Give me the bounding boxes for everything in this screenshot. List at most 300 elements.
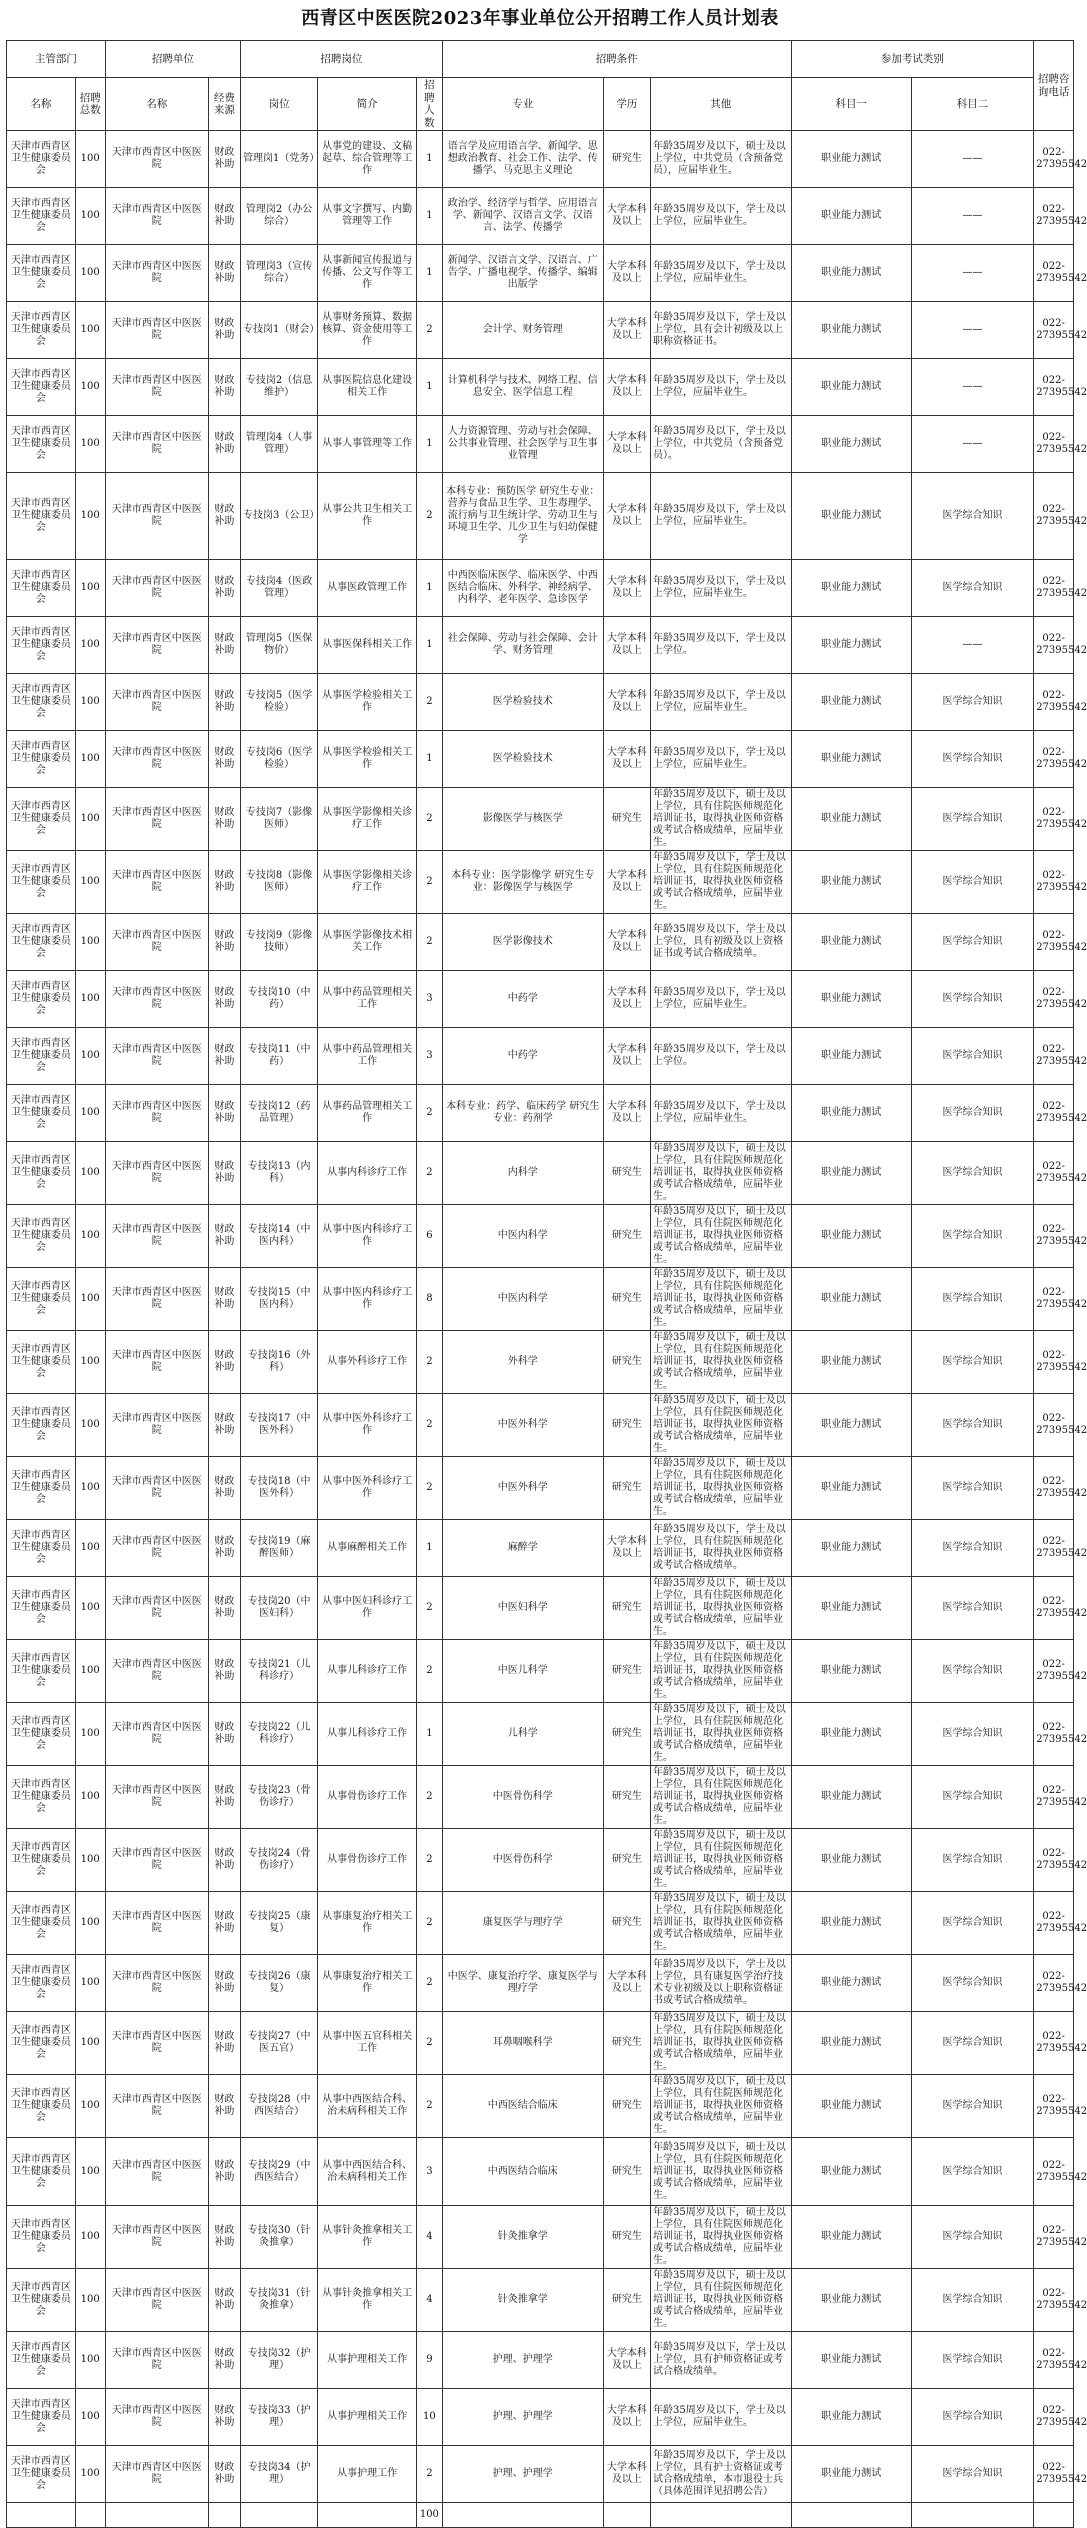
fund-cell: 财政补助 — [208, 560, 240, 617]
dept-cell: 天津市西青区卫生健康委员会 — [7, 1892, 76, 1955]
edu-cell: 大学本科及以上 — [603, 2332, 650, 2389]
exam2-cell: 医学综合知识 — [911, 1955, 1033, 2012]
unit-cell: 天津市西青区中医医院 — [105, 1577, 208, 1640]
edu-cell: 研究生 — [603, 1703, 650, 1766]
header-other: 其他 — [650, 78, 791, 131]
dept-cell: 天津市西青区卫生健康委员会 — [7, 731, 76, 788]
empty-cell — [105, 2503, 208, 2528]
total-cell: 100 — [75, 731, 105, 788]
intro-cell: 从事人事管理等工作 — [318, 416, 417, 473]
fund-cell: 财政补助 — [208, 2206, 240, 2269]
edu-cell: 研究生 — [603, 1268, 650, 1331]
dept-cell: 天津市西青区卫生健康委员会 — [7, 971, 76, 1028]
edu-cell: 研究生 — [603, 1331, 650, 1394]
exam1-cell: 职业能力测试 — [791, 1268, 911, 1331]
exam2-cell: 医学综合知识 — [911, 2389, 1033, 2446]
table-row — [7, 302, 1074, 359]
header-exam2: 科目二 — [911, 78, 1033, 131]
exam2-cell: 医学综合知识 — [911, 2269, 1033, 2332]
exam2-cell: —— — [911, 302, 1033, 359]
edu-cell: 大学本科及以上 — [603, 1520, 650, 1577]
edu-cell: 研究生 — [603, 1394, 650, 1457]
total-cell: 100 — [75, 674, 105, 731]
total-cell: 100 — [75, 131, 105, 188]
edu-cell: 大学本科及以上 — [603, 971, 650, 1028]
major-cell: 中药学 — [442, 1028, 603, 1085]
edu-cell: 研究生 — [603, 2138, 650, 2206]
count-cell: 4 — [416, 2206, 442, 2269]
edu-cell: 大学本科及以上 — [603, 674, 650, 731]
exam1-cell: 职业能力测试 — [791, 2138, 911, 2206]
exam2-cell: 医学综合知识 — [911, 1268, 1033, 1331]
unit-cell: 天津市西青区中医医院 — [105, 302, 208, 359]
phone-cell: 022-27395542 — [1034, 1829, 1074, 1892]
exam1-cell: 职业能力测试 — [791, 1085, 911, 1142]
other-cell: 年龄35周岁及以下，学士及以上学位，具有护士资格证或考试合格成绩单，本市退役士兵（具体范围详见招聘公告） — [650, 2446, 791, 2503]
edu-cell: 研究生 — [603, 1892, 650, 1955]
table-row — [7, 2012, 1074, 2075]
unit-cell: 天津市西青区中医医院 — [105, 2075, 208, 2138]
intro-cell: 从事康复治疗相关工作 — [318, 1955, 417, 2012]
exam2-cell: —— — [911, 188, 1033, 245]
other-cell: 年龄35周岁及以下，学士及以上学位，具有康复医学治疗技术专业初级及以上职称资格证书或考试合格成绩单。 — [650, 1955, 791, 2012]
empty-cell — [911, 2503, 1033, 2528]
major-cell: 医学检验技术 — [442, 674, 603, 731]
exam2-cell: 医学综合知识 — [911, 1892, 1033, 1955]
fund-cell: 财政补助 — [208, 1028, 240, 1085]
header-intro: 简介 — [318, 78, 417, 131]
major-cell: 针灸推拿学 — [442, 2206, 603, 2269]
fund-cell: 财政补助 — [208, 2389, 240, 2446]
phone-cell: 022-27395542 — [1034, 1577, 1074, 1640]
count-cell: 3 — [416, 2138, 442, 2206]
unit-cell: 天津市西青区中医医院 — [105, 1703, 208, 1766]
other-cell: 年龄35周岁及以下，学士及以上学位，具有住院医师规范化培训证书，取得执业医师资格或考试合格成绩单。 — [650, 1520, 791, 1577]
table-row — [7, 2206, 1074, 2269]
fund-cell: 财政补助 — [208, 245, 240, 302]
unit-cell: 天津市西青区中医医院 — [105, 2389, 208, 2446]
intro-cell: 从事医政管理工作 — [318, 560, 417, 617]
fund-cell: 财政补助 — [208, 1829, 240, 1892]
edu-cell: 研究生 — [603, 2206, 650, 2269]
empty-cell — [650, 2503, 791, 2528]
count-cell: 1 — [416, 359, 442, 416]
other-cell: 年龄35周岁及以下，学士及以上学位，应届毕业生。 — [650, 473, 791, 560]
count-cell: 2 — [416, 2012, 442, 2075]
other-cell: 年龄35周岁及以下，硕士及以上学位，具有住院医师规范化培训证书，取得执业医师资格或考试合格成绩单，应届毕业生。 — [650, 1205, 791, 1268]
exam1-cell: 职业能力测试 — [791, 188, 911, 245]
table-row — [7, 914, 1074, 971]
table-row — [7, 2075, 1074, 2138]
exam1-cell: 职业能力测试 — [791, 2269, 911, 2332]
fund-cell: 财政补助 — [208, 2075, 240, 2138]
dept-cell: 天津市西青区卫生健康委员会 — [7, 131, 76, 188]
total-cell: 100 — [75, 2389, 105, 2446]
header-dept-group: 主管部门 — [7, 41, 106, 78]
post-cell: 专技岗30（针灸推拿） — [240, 2206, 317, 2269]
exam2-cell: —— — [911, 617, 1033, 674]
dept-cell: 天津市西青区卫生健康委员会 — [7, 1829, 76, 1892]
phone-cell: 022-27395542 — [1034, 1268, 1074, 1331]
intro-cell: 从事医学影像技术相关工作 — [318, 914, 417, 971]
unit-cell: 天津市西青区中医医院 — [105, 245, 208, 302]
phone-cell: 022-27395542 — [1034, 2138, 1074, 2206]
total-cell: 100 — [75, 1205, 105, 1268]
major-cell: 康复医学与理疗学 — [442, 1892, 603, 1955]
header-edu: 学历 — [603, 78, 650, 131]
header-cond-group: 招聘条件 — [442, 41, 791, 78]
edu-cell: 研究生 — [603, 1640, 650, 1703]
major-cell: 护理、护理学 — [442, 2446, 603, 2503]
phone-cell: 022-27395542 — [1034, 617, 1074, 674]
exam2-cell: 医学综合知识 — [911, 2206, 1033, 2269]
dept-cell: 天津市西青区卫生健康委员会 — [7, 1520, 76, 1577]
post-cell: 专技岗22（儿科诊疗） — [240, 1703, 317, 1766]
phone-cell: 022-27395542 — [1034, 1142, 1074, 1205]
exam2-cell: 医学综合知识 — [911, 971, 1033, 1028]
table-header — [7, 41, 1074, 131]
total-cell: 100 — [75, 2075, 105, 2138]
empty-cell — [7, 2503, 76, 2528]
other-cell: 年龄35周岁及以下，硕士及以上学位，具有住院医师规范化培训证书，取得执业医师资格或考试合格成绩单，应届毕业生。 — [650, 1331, 791, 1394]
other-cell: 年龄35周岁及以下，硕士及以上学位，中共党员（含预备党员），应届毕业生。 — [650, 131, 791, 188]
edu-cell: 大学本科及以上 — [603, 914, 650, 971]
post-cell: 专技岗17（中医外科） — [240, 1394, 317, 1457]
fund-cell: 财政补助 — [208, 359, 240, 416]
phone-cell: 022-27395542 — [1034, 1205, 1074, 1268]
dept-cell: 天津市西青区卫生健康委员会 — [7, 851, 76, 914]
exam2-cell: 医学综合知识 — [911, 731, 1033, 788]
major-cell: 政治学、经济学与哲学、应用语言学、新闻学、汉语言文学、汉语言、法学、传播学 — [442, 188, 603, 245]
exam1-cell: 职业能力测试 — [791, 674, 911, 731]
total-cell: 100 — [75, 2269, 105, 2332]
table-row — [7, 1457, 1074, 1520]
fund-cell: 财政补助 — [208, 2012, 240, 2075]
empty-cell — [318, 2503, 417, 2528]
intro-cell: 从事儿科诊疗工作 — [318, 1640, 417, 1703]
count-cell: 1 — [416, 560, 442, 617]
table-row — [7, 674, 1074, 731]
phone-cell: 022-27395542 — [1034, 2446, 1074, 2503]
table-row — [7, 1892, 1074, 1955]
other-cell: 年龄35周岁及以下，学士及以上学位，应届毕业生。 — [650, 359, 791, 416]
dept-cell: 天津市西青区卫生健康委员会 — [7, 1331, 76, 1394]
edu-cell: 大学本科及以上 — [603, 851, 650, 914]
exam2-cell: 医学综合知识 — [911, 1829, 1033, 1892]
major-cell: 中医骨伤科学 — [442, 1766, 603, 1829]
edu-cell: 大学本科及以上 — [603, 1085, 650, 1142]
dept-cell: 天津市西青区卫生健康委员会 — [7, 1205, 76, 1268]
unit-cell: 天津市西青区中医医院 — [105, 416, 208, 473]
total-cell: 100 — [75, 1955, 105, 2012]
other-cell: 年龄35周岁及以下，硕士及以上学位，具有住院医师规范化培训证书，取得执业医师资格或考试合格成绩单，应届毕业生。 — [650, 1829, 791, 1892]
edu-cell: 大学本科及以上 — [603, 617, 650, 674]
exam1-cell: 职业能力测试 — [791, 851, 911, 914]
table-row — [7, 1520, 1074, 1577]
total-cell: 100 — [75, 1703, 105, 1766]
dept-cell: 天津市西青区卫生健康委员会 — [7, 188, 76, 245]
total-cell: 100 — [75, 359, 105, 416]
exam1-cell: 职业能力测试 — [791, 1457, 911, 1520]
dept-cell: 天津市西青区卫生健康委员会 — [7, 1394, 76, 1457]
intro-cell: 从事中西医结合科、治未病科相关工作 — [318, 2075, 417, 2138]
edu-cell: 研究生 — [603, 788, 650, 851]
phone-cell: 022-27395542 — [1034, 188, 1074, 245]
count-cell: 2 — [416, 1892, 442, 1955]
total-cell: 100 — [75, 1394, 105, 1457]
count-cell: 2 — [416, 674, 442, 731]
intro-cell: 从事中医五官科相关工作 — [318, 2012, 417, 2075]
intro-cell: 从事药品管理相关工作 — [318, 1085, 417, 1142]
total-cell: 100 — [75, 302, 105, 359]
fund-cell: 财政补助 — [208, 302, 240, 359]
post-cell: 专技岗23（骨伤诊疗） — [240, 1766, 317, 1829]
total-cell: 100 — [75, 1142, 105, 1205]
fund-cell: 财政补助 — [208, 1520, 240, 1577]
phone-cell: 022-27395542 — [1034, 560, 1074, 617]
other-cell: 年龄35周岁及以下，学士及以上学位。 — [650, 617, 791, 674]
intro-cell: 从事中医外科诊疗工作 — [318, 1394, 417, 1457]
edu-cell: 研究生 — [603, 1205, 650, 1268]
exam2-cell: 医学综合知识 — [911, 1640, 1033, 1703]
exam2-cell: —— — [911, 245, 1033, 302]
unit-cell: 天津市西青区中医医院 — [105, 1268, 208, 1331]
page-title: 西青区中医医院2023年事业单位公开招聘工作人员计划表 — [301, 8, 779, 29]
dept-cell: 天津市西青区卫生健康委员会 — [7, 416, 76, 473]
header-post-group: 招聘岗位 — [240, 41, 442, 78]
unit-cell: 天津市西青区中医医院 — [105, 560, 208, 617]
unit-cell: 天津市西青区中医医院 — [105, 1766, 208, 1829]
intro-cell: 从事外科诊疗工作 — [318, 1331, 417, 1394]
table-row — [7, 2389, 1074, 2446]
count-cell: 1 — [416, 188, 442, 245]
post-cell: 专技岗15（中医内科） — [240, 1268, 317, 1331]
phone-cell: 022-27395542 — [1034, 2332, 1074, 2389]
unit-cell: 天津市西青区中医医院 — [105, 359, 208, 416]
exam1-cell: 职业能力测试 — [791, 302, 911, 359]
edu-cell: 研究生 — [603, 1829, 650, 1892]
intro-cell: 从事医院信息化建设相关工作 — [318, 359, 417, 416]
major-cell: 中医内科学 — [442, 1268, 603, 1331]
major-cell: 麻醉学 — [442, 1520, 603, 1577]
intro-cell: 从事财务预算、数据核算、资金使用等工作 — [318, 302, 417, 359]
header-dept-total: 招聘总数 — [75, 78, 105, 131]
edu-cell: 研究生 — [603, 1142, 650, 1205]
other-cell: 年龄35周岁及以下，学士及以上学位，应届毕业生。 — [650, 245, 791, 302]
intro-cell: 从事针灸推拿相关工作 — [318, 2269, 417, 2332]
major-cell: 语言学及应用语言学、新闻学、思想政治教育、社会工作、法学、传播学、马克思主义理论 — [442, 131, 603, 188]
edu-cell: 大学本科及以上 — [603, 245, 650, 302]
phone-cell: 022-27395542 — [1034, 2012, 1074, 2075]
dept-cell: 天津市西青区卫生健康委员会 — [7, 560, 76, 617]
count-cell: 2 — [416, 788, 442, 851]
other-cell: 年龄35周岁及以下，学士及以上学位，应届毕业生。 — [650, 731, 791, 788]
table-row — [7, 473, 1074, 560]
major-cell: 针灸推拿学 — [442, 2269, 603, 2332]
unit-cell: 天津市西青区中医医院 — [105, 1892, 208, 1955]
major-cell: 本科专业：医学影像学 研究生专业：影像医学与核医学 — [442, 851, 603, 914]
unit-cell: 天津市西青区中医医院 — [105, 731, 208, 788]
table-row — [7, 560, 1074, 617]
post-cell: 管理岗4（人事管理） — [240, 416, 317, 473]
exam2-cell: 医学综合知识 — [911, 1766, 1033, 1829]
major-cell: 中西医结合临床 — [442, 2138, 603, 2206]
count-cell: 2 — [416, 1085, 442, 1142]
exam1-cell: 职业能力测试 — [791, 1829, 911, 1892]
unit-cell: 天津市西青区中医医院 — [105, 1205, 208, 1268]
total-cell: 100 — [75, 416, 105, 473]
table-row — [7, 617, 1074, 674]
recruitment-plan-table — [6, 40, 1087, 2528]
post-cell: 管理岗5（医保物价） — [240, 617, 317, 674]
exam2-cell: 医学综合知识 — [911, 1394, 1033, 1457]
other-cell: 年龄35周岁及以下，学士及以上学位，具有护师资格证或考试合格成绩单。 — [650, 2332, 791, 2389]
total-cell: 100 — [75, 788, 105, 851]
major-cell: 中医骨伤科学 — [442, 1829, 603, 1892]
fund-cell: 财政补助 — [208, 1577, 240, 1640]
fund-cell: 财政补助 — [208, 473, 240, 560]
edu-cell: 研究生 — [603, 1457, 650, 1520]
fund-cell: 财政补助 — [208, 2332, 240, 2389]
other-cell: 年龄35周岁及以下，硕士及以上学位，具有住院医师规范化培训证书，取得执业医师资格或考试合格成绩单，应届毕业生。 — [650, 2206, 791, 2269]
total-cell: 100 — [75, 2446, 105, 2503]
edu-cell: 研究生 — [603, 1766, 650, 1829]
other-cell: 年龄35周岁及以下，硕士及以上学位，具有住院医师规范化培训证书，取得执业医师资格或考试合格成绩单，应届毕业生。 — [650, 2269, 791, 2332]
count-cell: 4 — [416, 2269, 442, 2332]
major-cell: 中医外科学 — [442, 1394, 603, 1457]
header-unit-name: 名称 — [105, 78, 208, 131]
total-count-cell: 100 — [416, 2503, 442, 2528]
table-row — [7, 2269, 1074, 2332]
dept-cell: 天津市西青区卫生健康委员会 — [7, 2012, 76, 2075]
dept-cell: 天津市西青区卫生健康委员会 — [7, 2206, 76, 2269]
table-row — [7, 1394, 1074, 1457]
exam1-cell: 职业能力测试 — [791, 2075, 911, 2138]
empty-cell — [1034, 2503, 1074, 2528]
dept-cell: 天津市西青区卫生健康委员会 — [7, 2075, 76, 2138]
table-row — [7, 971, 1074, 1028]
post-cell: 专技岗7（影像医师） — [240, 788, 317, 851]
fund-cell: 财政补助 — [208, 1268, 240, 1331]
fund-cell: 财政补助 — [208, 1394, 240, 1457]
header-unit-fund: 经费来源 — [208, 78, 240, 131]
fund-cell: 财政补助 — [208, 1331, 240, 1394]
other-cell: 年龄35周岁及以下，硕士及以上学位，具有住院医师规范化培训证书，取得执业医师资格或考试合格成绩单，应届毕业生。 — [650, 2012, 791, 2075]
major-cell: 计算机科学与技术、网络工程、信息安全、医学信息工程 — [442, 359, 603, 416]
count-cell: 1 — [416, 617, 442, 674]
exam1-cell: 职业能力测试 — [791, 1766, 911, 1829]
post-cell: 专技岗3（公卫） — [240, 473, 317, 560]
edu-cell: 大学本科及以上 — [603, 731, 650, 788]
total-cell: 100 — [75, 1028, 105, 1085]
intro-cell: 从事中西医结合科、治未病科相关工作 — [318, 2138, 417, 2206]
table-row — [7, 1703, 1074, 1766]
post-cell: 专技岗19（麻醉医师） — [240, 1520, 317, 1577]
total-cell: 100 — [75, 1520, 105, 1577]
table-body — [7, 131, 1087, 2528]
unit-cell: 天津市西青区中医医院 — [105, 188, 208, 245]
table-row — [7, 1829, 1074, 1892]
count-cell: 6 — [416, 1205, 442, 1268]
post-cell: 专技岗4（医政管理） — [240, 560, 317, 617]
fund-cell: 财政补助 — [208, 1955, 240, 2012]
post-cell: 专技岗25（康复） — [240, 1892, 317, 1955]
unit-cell: 天津市西青区中医医院 — [105, 1457, 208, 1520]
phone-cell: 022-27395542 — [1034, 1394, 1074, 1457]
other-cell: 年龄35周岁及以下，学士及以上学位，应届毕业生。 — [650, 1085, 791, 1142]
header-exam1: 科目一 — [791, 78, 911, 131]
major-cell: 本科专业：药学、临床药学 研究生专业：药剂学 — [442, 1085, 603, 1142]
other-cell: 年龄35周岁及以下，学士及以上学位，应届毕业生。 — [650, 2389, 791, 2446]
post-cell: 专技岗13（内科） — [240, 1142, 317, 1205]
table-row — [7, 2446, 1074, 2503]
dept-cell: 天津市西青区卫生健康委员会 — [7, 617, 76, 674]
count-cell: 8 — [416, 1268, 442, 1331]
dept-cell: 天津市西青区卫生健康委员会 — [7, 1577, 76, 1640]
intro-cell: 从事中医内科诊疗工作 — [318, 1205, 417, 1268]
unit-cell: 天津市西青区中医医院 — [105, 2269, 208, 2332]
total-cell: 100 — [75, 1268, 105, 1331]
edu-cell: 大学本科及以上 — [603, 2446, 650, 2503]
post-cell: 专技岗8（影像医师） — [240, 851, 317, 914]
phone-cell: 022-27395542 — [1034, 2269, 1074, 2332]
dept-cell: 天津市西青区卫生健康委员会 — [7, 1703, 76, 1766]
post-cell: 专技岗10（中药） — [240, 971, 317, 1028]
count-cell: 2 — [416, 1142, 442, 1205]
dept-cell: 天津市西青区卫生健康委员会 — [7, 2269, 76, 2332]
total-cell: 100 — [75, 188, 105, 245]
unit-cell: 天津市西青区中医医院 — [105, 914, 208, 971]
dept-cell: 天津市西青区卫生健康委员会 — [7, 1955, 76, 2012]
fund-cell: 财政补助 — [208, 1766, 240, 1829]
total-cell: 100 — [75, 2332, 105, 2389]
intro-cell: 从事新闻宣传报道与传播、公文写作等工作 — [318, 245, 417, 302]
table-row — [7, 1640, 1074, 1703]
edu-cell: 研究生 — [603, 2012, 650, 2075]
count-cell: 1 — [416, 245, 442, 302]
table-row — [7, 1142, 1074, 1205]
unit-cell: 天津市西青区中医医院 — [105, 851, 208, 914]
dept-cell: 天津市西青区卫生健康委员会 — [7, 245, 76, 302]
fund-cell: 财政补助 — [208, 1205, 240, 1268]
count-cell: 2 — [416, 1640, 442, 1703]
total-cell: 100 — [75, 1892, 105, 1955]
table-row — [7, 359, 1074, 416]
post-cell: 专技岗27（中医五官） — [240, 2012, 317, 2075]
exam1-cell: 职业能力测试 — [791, 2446, 911, 2503]
edu-cell: 大学本科及以上 — [603, 2389, 650, 2446]
edu-cell: 研究生 — [603, 1577, 650, 1640]
phone-cell: 022-27395542 — [1034, 1955, 1074, 2012]
major-cell: 内科学 — [442, 1142, 603, 1205]
exam1-cell: 职业能力测试 — [791, 1331, 911, 1394]
edu-cell: 大学本科及以上 — [603, 560, 650, 617]
exam2-cell: 医学综合知识 — [911, 1703, 1033, 1766]
dept-cell: 天津市西青区卫生健康委员会 — [7, 1766, 76, 1829]
header-major: 专业 — [442, 78, 603, 131]
post-cell: 专技岗28（中西医结合） — [240, 2075, 317, 2138]
table-row — [7, 1028, 1074, 1085]
table-row — [7, 731, 1074, 788]
other-cell: 年龄35周岁及以下，硕士及以上学位，具有住院医师规范化培训证书，取得执业医师资格或考试合格成绩单，应届毕业生。 — [650, 1703, 791, 1766]
exam1-cell: 职业能力测试 — [791, 473, 911, 560]
major-cell: 中西医结合临床 — [442, 2075, 603, 2138]
exam1-cell: 职业能力测试 — [791, 2389, 911, 2446]
count-cell: 2 — [416, 1331, 442, 1394]
post-cell: 管理岗1（党务） — [240, 131, 317, 188]
exam1-cell: 职业能力测试 — [791, 1892, 911, 1955]
major-cell: 中医儿科学 — [442, 1640, 603, 1703]
